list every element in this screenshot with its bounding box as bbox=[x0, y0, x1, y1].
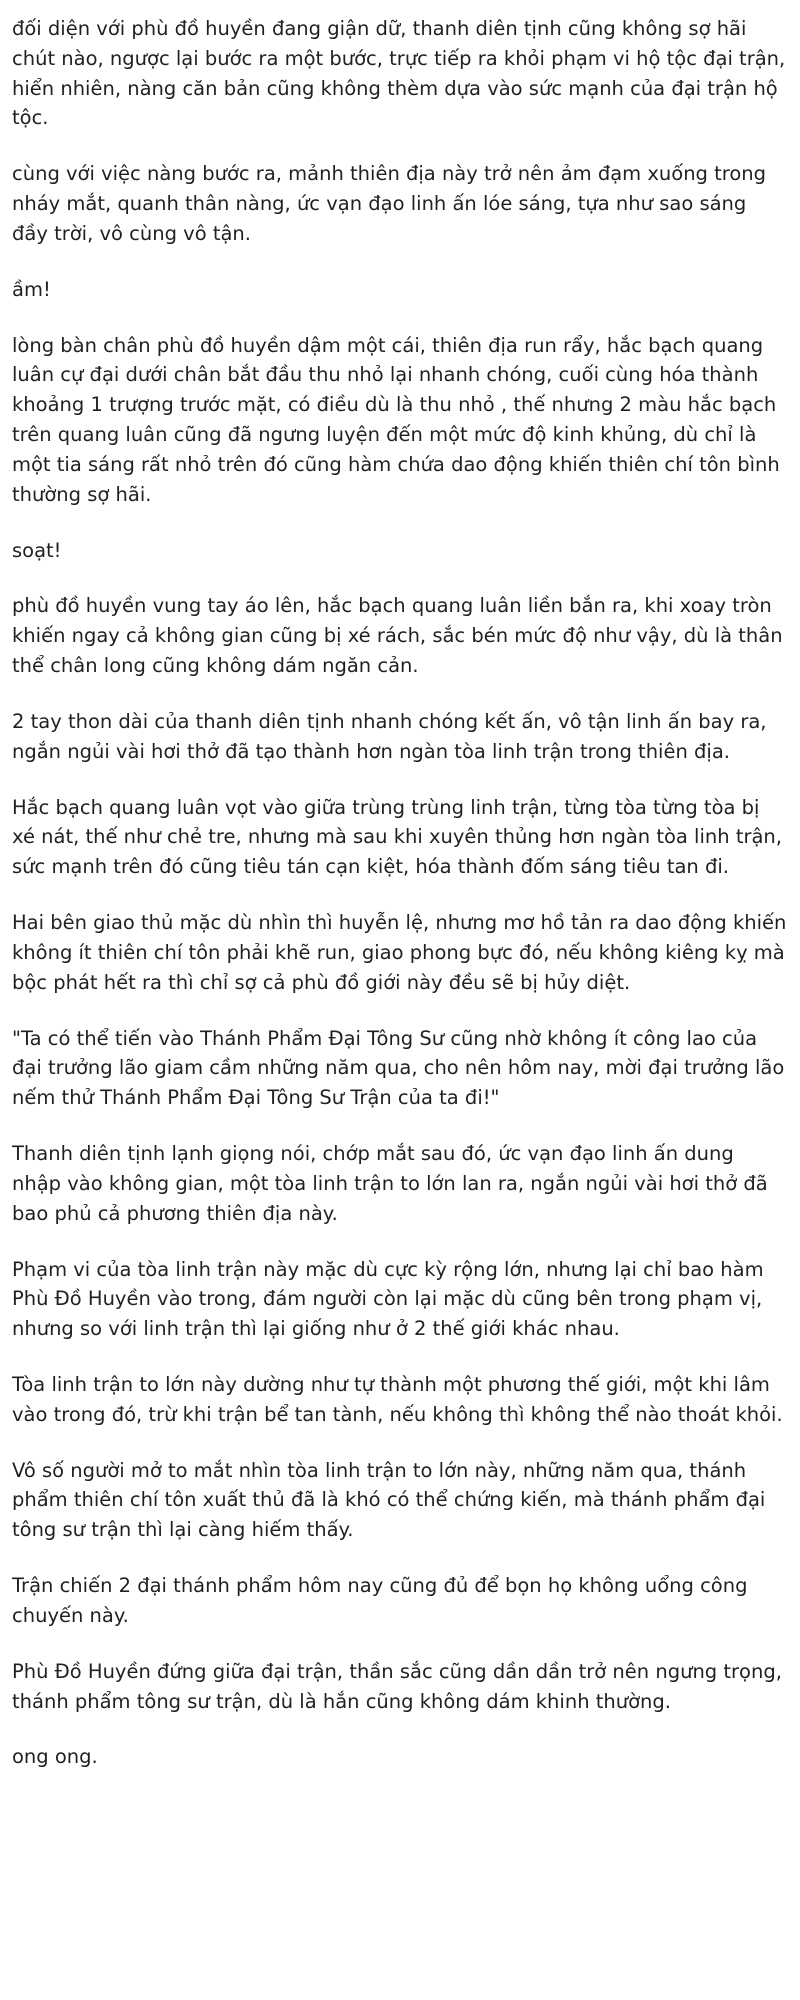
paragraph: 2 tay thon dài của thanh diên tịnh nhanh chóng kết ấn, vô tận linh ấn bay ra, ngắn ngủi vài hơi thở đã tạo thành hơn ngàn tòa linh trận trong thiên địa. bbox=[12, 709, 767, 763]
paragraph: ầm! bbox=[12, 277, 51, 301]
paragraph: ong ong. bbox=[12, 1745, 98, 1769]
paragraph: soạt! bbox=[12, 538, 62, 562]
paragraph: "Ta có thể tiến vào Thánh Phẩm Đại Tông Sư cũng nhờ không ít công lao của đại trưởng lão giam cầm những năm qua, cho nên hôm nay, mời đại trưởng lão nếm thử Thánh Phẩm Đại Tông Sư Trận của ta đi!" bbox=[12, 1026, 785, 1110]
paragraph: Thanh diên tịnh lạnh giọng nói, chớp mắt sau đó, ức vạn đạo linh ấn dung nhập vào không gian, một tòa linh trận to lớn lan ra, ngắn ngủi vài hơi thở đã bao phủ cả phương thiên địa này. bbox=[12, 1142, 768, 1225]
paragraph: Trận chiến 2 đại thánh phẩm hôm nay cũng đủ để bọn họ không uổng công chuyến này. bbox=[12, 1574, 748, 1627]
paragraph: Hắc bạch quang luân vọt vào giữa trùng trùng linh trận, từng tòa từng tòa bị xé nát, thế như chẻ tre, nhưng mà sau khi xuyên thủng hơn ngàn tòa linh trận, sức mạnh trên đó cũng tiêu tán cạn kiệt, hóa thành đốm sáng tiêu tan đi. bbox=[12, 795, 782, 879]
paragraph: Vô số người mở to mắt nhìn tòa linh trận to lớn này, những năm qua, thánh phẩm thiên chí tôn xuất thủ đã là khó có thể chứng kiến, mà thánh phẩm đại tông sư trận thì lại càng hiếm thấy. bbox=[12, 1458, 766, 1542]
paragraph: Phù Đồ Huyền đứng giữa đại trận, thần sắc cũng dần dần trở nên ngưng trọng, thánh phẩm tông sư trận, dù là hắn cũng không dám khinh thường. bbox=[12, 1659, 782, 1713]
paragraph: Phạm vi của tòa linh trận này mặc dù cực kỳ rộng lớn, nhưng lại chỉ bao hàm Phù Đồ Huyền vào trong, đám người còn lại mặc dù cũng bên trong phạm vị, nhưng so với linh trận thì lại giống như ở 2 thế giới khác nhau. bbox=[12, 1257, 764, 1341]
paragraph: đối diện với phù đồ huyền đang giận dữ, thanh diên tịnh cũng không sợ hãi chút nào, ngược lại bước ra một bước, trực tiếp ra khỏi phạm vi hộ tộc đại trận, hiển nhiên, nàng căn bản cũng không thèm dựa vào sức mạnh của đại trận hộ tộc. bbox=[12, 17, 786, 130]
paragraph: Tòa linh trận to lớn này dường như tự thành một phương thế giới, một khi lâm vào trong đó, trừ khi trận bể tan tành, nếu không thì không thể nào thoát khỏi. bbox=[12, 1372, 783, 1426]
paragraph: cùng với việc nàng bước ra, mảnh thiên địa này trở nên ảm đạm xuống trong nháy mắt, quanh thân nàng, ức vạn đạo linh ấn lóe sáng, tựa như sao sáng đầy trời, vô cùng vô tận. bbox=[12, 162, 767, 245]
paragraph: Hai bên giao thủ mặc dù nhìn thì huyễn lệ, nhưng mơ hồ tản ra dao động khiến không ít thiên chí tôn phải khẽ run, giao phong bực đó, nếu không kiêng kỵ mà bộc phát hết ra thì chỉ sợ cả phù đồ giới này đều sẽ bị hủy diệt. bbox=[12, 911, 787, 994]
novel-text-body bbox=[12, 14, 788, 1772]
paragraph: phù đồ huyền vung tay áo lên, hắc bạch quang luân liền bắn ra, khi xoay tròn khiến ngay cả không gian cũng bị xé rách, sắc bén mức độ như vậy, dù là thân thể chân long cũng không dám ngăn cản. bbox=[12, 594, 783, 678]
paragraph: lòng bàn chân phù đồ huyền dậm một cái, thiên địa run rẩy, hắc bạch quang luân cự đại dưới chân bắt đầu thu nhỏ lại nhanh chóng, cuối cùng hóa thành khoảng 1 trượng trước mặt, có điều dù là thu nhỏ , thế nhưng 2 màu hắc bạch trên quang luân cũng đã ngưng luyện đến một mức độ kinh khủng, dù chỉ là một tia sáng rất nhỏ trên đó cũng hàm chứa dao động khiến thiên chí tôn bình thường sợ hãi. bbox=[12, 333, 780, 506]
